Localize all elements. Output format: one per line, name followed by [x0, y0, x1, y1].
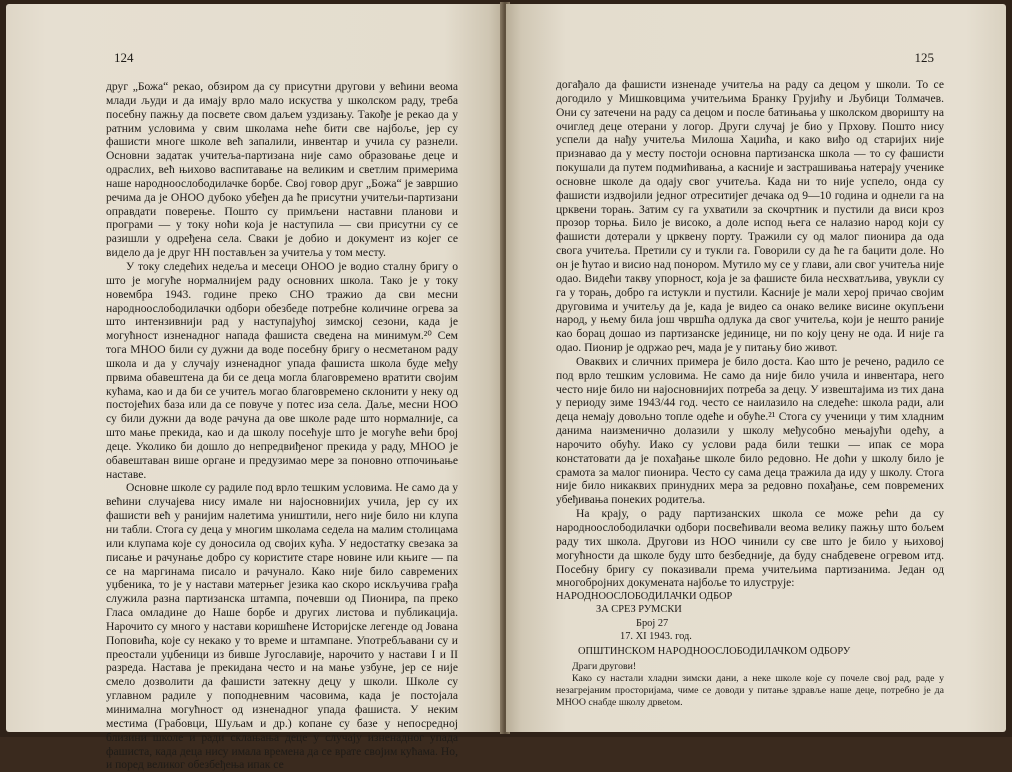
right-page-text — [556, 78, 944, 709]
paragraph: друг „Божа“ рекао, обзиром да су присутни другови у већини веома млади људи и да имају врло мало искуства у школском раду, треба посебну пажњу да посвете свом даљем уздизању. Такође је рекао да у ратним условима у свим школама неће бити све најбоље, јер су фашисти многе школе већ запалили, инвентар и учила су разнели. Основни задатак учитеља-партизана није само образовање деце и одраслих, већ њихово васпитавање на великим и светлим примерима наше народноослободилачке борбе. Свој говор друг „Божа“ је завршио речима да је ОНОО дубоко убеђен да ће присутни учитељи-партизани оправдати поверење. Пошто су примљени наставни планови и програми — у току ноћи која је наступила — сви присутни су се разишли у одређена села. Сваки је добио и документ из којег се видело да је друг НН постављен за учитеља у том месту. — [106, 80, 458, 260]
document-header-line: НАРОДНООСЛОБОДИЛАЧКИ ОДБОР — [556, 591, 733, 603]
paragraph: Оваквих и сличних примера је било доста. Као што је речено, радило се под врло тешким условима. Не само да није било учила и инвентара, него често није било ни најосновнијих потреба за децу. У извештајима из тих дана у периоду зиме 1943/44 год. често се наилазило на следеће: школа ради, али деца немају довољно топле одеће и обуће.²¹ Стога су ученици у тим хладним данима наизменично долазили у школу међусобно мењајући одећу, а нарочито обућу. Иако су услови рада били тешки — ипак се мора констатовати да је похађање школе било редовно. Не доћи у школу било је срамота за малог пионира. Често су сама деца тражила да иду у школу. Стога није било никаквих принудних мера за редовно похађање, сем повремених убеђивања понеких родитеља. — [556, 354, 944, 507]
document-greeting: Драги другови! — [572, 661, 637, 673]
document-header-line: ЗА СРЕЗ РУМСКИ — [596, 604, 682, 616]
right-page — [506, 4, 1006, 732]
left-page-number: 124 — [114, 50, 134, 65]
paragraph: У току следећих недеља и месеци ОНОО је водио сталну бригу о што је могуће нормалнијем раду основних школа. Тако је у току новембра 1943. године преко СНО тражио да сви месни народноослободилачки одбори обезбеде потребне количине огрева за што интензивнији рад у наступајућој зимској сезони, када је могућност изненадног напада фашиста сведена на минимум.²⁰ Сем тога МНОО били су дужни да воде посебну бригу о несметаном раду школа и да у случају изненадног упада фашиста школа буде међу првима обавештена да би се деца могла благовремено вратити својим кућама, као и да би се учитељ могао благовремено склонити у неку од постојећих база или да се повуче у потес иза села. Даље, месни НОО су били дужни да воде рачуна да ове школе раде што нормалније, са што мање прекида, као и да школу посећује што је могуће већи број деце. Уколико би дошло до непредвиђеног прекида у раду, МНОО је обавештаван више органе и предузимао мере за поновно отпочињање наставе. — [106, 259, 458, 481]
document-number: Број 27 — [636, 617, 669, 629]
document-addressee: ОПШТИНСКОМ НАРОДНООСЛОБОДИЛАЧКОМ ОДБОРУ — [578, 646, 851, 658]
left-page — [6, 4, 504, 772]
document-date: 17. XI 1943. год. — [620, 630, 692, 642]
paragraph: На крају, о раду партизанских школа се може рећи да су народноослободилачки одбори посвећивали веома велику пажњу што бољем раду тих школа. Другови из НОО чинили су све што је било у њиховој могућности да школе буду што безбедније, да буду снабдевене огревом итд. Посебну бригу су показивали према учитељима партизанима. Један од многобројних докумената најбоље то илуструје: — [556, 507, 944, 590]
quoted-document — [556, 590, 944, 658]
document-body — [556, 661, 944, 709]
paragraph: Основне школе су радиле под врло тешким условима. Не само да у већини случајева нису имале ни најосновнијих учила, јер су их фашисти већ у ранијим налетима уништили, него није било ни клупа ни табли. Стога су деца у многим школама седела на малим столицама или клупама које су доносила од својих кућа. У недостатку свезака за писање и рачунање добро су користите старе новине или књиге — па се на маргинама писало и рачунало. Како није било савремених уџбеника, то је у настави матерњег језика као скоро искључива грађа служила разна партизанска штампа, почевши од Пионира, па преко Гласа омладине до Наше борбе и других листова и публикација. Нарочито су много у настави коришћене Историјске легенде од Јована Поповића, које су некако у то време и штампане. Употребљавани су и преостали уџбеници из бивше Југославије, нарочито у настави I и II разреда. Настава је прекидана често и на мање узбуне, јер се није смело дозволити да фашисти затекну децу у школи. Школе су углавном радиле у поподневним часовима, када је постојала минимална могућност од изненадног упада фашиста. У неким местима (Грабовци, Шуљам и др.) копане су базе у непосредној близини школе и ради склањања деце у случају изненадног упада фашиста, када деца нису имала времена да се врате својим кућама. Но, и поред великог обезбеђења ипак се — [106, 481, 458, 772]
document-body-text: Како су настали хладни зимски дани, а неке школе које су почеле свој рад, раде у незагрејаним просторијама, чиме се доводи у питање здравље наше деце, потребно је да МНОО снабде школу дрвеtом. — [556, 673, 944, 709]
paragraph: догађало да фашисти изненаде учитеља на раду са децом у школи. То се догодило у Мишковцима учитељима Бранку Грујићу и Љубици Толмачев. Они су затечени на раду са децом и после батињања у школском дворишту на очиглед деце отерани у логор. Други случај је био у Прхову. Пошто нису успели да нађу учитеља Милоша Хаџића, и како виђо од старијих није признавао да у месту постоји основна партизанска школа — то су фашисти покушали да путем подмићивања, а касније и застрашивања натерају ученике основне школе да одају свог учитеља. Када ни то није успело, онда су фашисти издвојили једног отреситијег дечака од 9—10 година и однели га на црквени торањ. Затим су га ухватили за скочртник и пустили да виси кроз прозор торња. Било је високо, а доле испод њега се налазио народ који су фашисти дотерали у црквену порту. Тражили су од малог пионира да ода свога учитеља. Претили су и тукли га. Говорили су да ће га бацити доле. Но он је ћутао и висио над понором. Мутило му се у глави, али свог учитеља није одао. Видећи такву упорност, која је за фашисте била несхватљива, увукли су га у торањ, добро га истукли и пустили. Касније је мали херој причао својим друговима и учитељу да је, када је видео са онако велике висине окупљени народ, у њему била још чвршћа одлука да свог учитеља, који је нешто раније као борац дошао из партизанске јединице, ни по коју цену не ода. И није га одао. Пионир је одржао реч, мада је у питању био живот. — [556, 78, 944, 355]
right-page-number: 125 — [914, 50, 934, 65]
left-page-text — [106, 80, 458, 772]
